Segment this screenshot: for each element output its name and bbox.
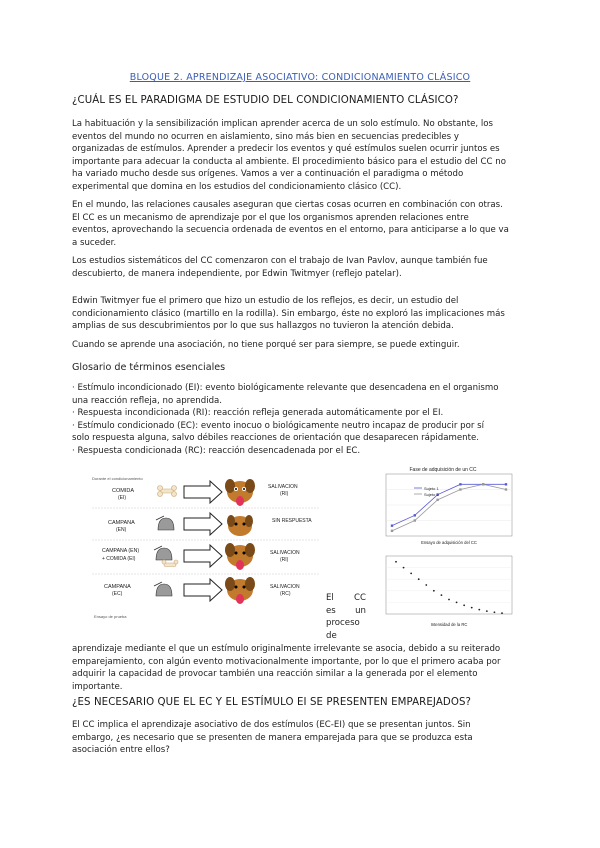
pavlov-diagram xyxy=(90,472,322,622)
word: CC xyxy=(353,593,366,603)
data-point xyxy=(414,519,416,521)
paragraph-5: Cuando se aprende una asociación, no tiene porqué ser para siempre, se puede extinguir. xyxy=(72,340,460,350)
paragraph-line: Los estudios sistemáticos del CC comenzaron con el trabajo de Ivan Pavlov, aunque también fue xyxy=(72,256,488,266)
paragraph-line: En el mundo, las relaciones causales aseguran que ciertas cosas ocurren en combinación con otras. xyxy=(72,200,503,210)
data-point xyxy=(459,488,461,490)
row-response-label: SALIVACION xyxy=(268,484,298,490)
data-point xyxy=(425,584,427,586)
paragraph-1 xyxy=(72,118,528,194)
row-response-label: SIN RESPUESTA xyxy=(272,518,312,524)
text-line: de xyxy=(326,630,337,641)
diagram-row xyxy=(102,543,300,570)
data-point xyxy=(441,594,443,596)
paragraph-2 xyxy=(72,199,528,249)
data-point xyxy=(433,590,435,592)
data-point xyxy=(456,602,458,604)
glossary-line: una reacción refleja, no aprendida. xyxy=(72,395,223,406)
wrapped-text-column xyxy=(326,592,366,642)
paragraph-7 xyxy=(72,719,528,757)
diagram-row xyxy=(108,513,312,536)
paragraph-line: organizadas de estímulos. Aprender a predecir los eventos y qué estímulos suelen ocurrir juntos es xyxy=(72,144,500,155)
row-stimulus-label: CAMPANA xyxy=(104,584,131,590)
paragraph-line: La habituación y la sensibilización implican aprender acerca de un solo estímulo. No obstante, los xyxy=(72,119,493,129)
row-stimulus-code: (EN) xyxy=(116,527,127,533)
data-point xyxy=(391,530,393,532)
glossary-line: solo respuesta alguna, salvo débiles reacciones de orientación que desaparecen rápidamente. xyxy=(72,433,479,444)
extinction-chart xyxy=(368,552,518,630)
heading-pairing: ¿ES NECESARIO QUE EL EC Y EL ESTÍMULO EI SE PRESENTEN EMPAREJADOS? xyxy=(72,697,472,708)
paragraph-line: experimental que domina en los estudios del condicionamiento clásico (CC). xyxy=(72,181,402,192)
figure-top-note: Durante el condicionamiento xyxy=(92,476,143,481)
bone-icon xyxy=(158,486,177,497)
data-point xyxy=(463,604,465,606)
document-title: BLOQUE 2. APRENDIZAJE ASOCIATIVO: CONDICIONAMIENTO CLÁSICO xyxy=(129,72,471,83)
plot-area xyxy=(386,556,512,614)
paragraph-line: eventos del mundo no ocurren en aislamiento, sino más bien en secuencias predecibles y xyxy=(72,131,459,142)
glossary-line: · Estímulo condicionado (EC): evento inocuo o biológicamente neutro incapaz de producir por sí xyxy=(72,420,484,431)
paragraph-line: El CC es un mecanismo de aprendizaje por el que los organismos aprenden relaciones entre xyxy=(72,212,469,223)
row-response-label: SALIVACION xyxy=(270,550,300,556)
data-point xyxy=(505,488,507,490)
diagram-row xyxy=(112,479,298,506)
glossary-title: Glosario de términos esenciales xyxy=(72,362,226,373)
glossary-line: · Respuesta condicionada (RC): reacción desencadenada por el EC. xyxy=(72,445,361,456)
data-point xyxy=(418,578,420,580)
paragraph-line: eventos, aprovechando la secuencia ordenada de eventos en el entorno, para anticiparse a lo que va xyxy=(72,225,509,236)
heading-paradigm: ¿CUÁL ES EL PARADIGMA DE ESTUDIO DEL CONDICIONAMIENTO CLÁSICO? xyxy=(72,95,459,106)
dog-salivating-icon xyxy=(225,577,255,604)
row-stimulus-code: (EC) xyxy=(112,591,123,597)
data-point xyxy=(478,609,480,611)
data-point xyxy=(505,483,507,485)
paragraph-line: asociación entre ellos? xyxy=(72,745,170,756)
word: un xyxy=(355,605,366,616)
series-line xyxy=(392,484,506,530)
paragraph-line: embargo, ¿es necesario que se presenten de manera emparejada para que se produzca esta xyxy=(72,732,473,743)
row-stimulus-label: CAMPANA xyxy=(108,520,135,526)
legend-label: Sujeto 2 xyxy=(424,492,439,497)
data-point xyxy=(395,561,397,563)
row-stimulus-label: CAMPANA (EN) xyxy=(102,548,140,554)
chart-legend xyxy=(414,486,439,497)
data-point xyxy=(414,514,416,516)
dog-salivating-icon xyxy=(225,479,255,506)
paragraph-4 xyxy=(72,295,528,333)
text-line xyxy=(326,605,366,618)
arrow-icon xyxy=(184,481,222,503)
row-stimulus-code: + COMIDA (EI) xyxy=(102,556,136,562)
data-point xyxy=(410,573,412,575)
glossary-list xyxy=(72,382,528,458)
row-stimulus-label: COMIDA xyxy=(112,488,134,494)
data-point xyxy=(459,483,461,485)
data-point xyxy=(494,611,496,613)
dog-salivating-icon xyxy=(225,543,255,570)
chart-title: Fase de adquisición de un CC xyxy=(409,467,477,473)
legend-label: Sujeto 1 xyxy=(424,486,439,491)
row-response-label: SALIVACION xyxy=(270,584,300,590)
data-point xyxy=(391,524,393,526)
figure-bottom-note: Ensayo de prueba xyxy=(94,614,127,619)
x-axis-label: Intensidad de la RC xyxy=(430,622,468,627)
data-point xyxy=(403,567,405,569)
paragraph-line: El CC implica el aprendizaje asociativo de dos estímulos (EC-EI) que se presentan juntos. Sin xyxy=(72,720,471,730)
paragraph-line: condicionamiento clásico (martillo en la rodilla). Sin embargo, éste no exploró las implicaciones más xyxy=(72,308,505,319)
paragraph-line: importante para adecuar la conducta al ambiente. El procedimiento básico para el estudio del CC no xyxy=(72,156,506,167)
row-stimulus-code: (EI) xyxy=(118,495,127,501)
row-response-code: (RI) xyxy=(280,557,289,563)
paragraph-line: ha variado mucho desde sus orígenes. Vamos a ver a continuación el paradigma o método xyxy=(72,169,464,180)
paragraph-line: amplias de sus descubrimientos por lo que sus hallazgos no tuvieron la atención debida. xyxy=(72,321,454,332)
paragraph-line: emparejamiento, con algún evento motivacionalmente importante, por lo que el primero acaba por xyxy=(72,656,501,667)
x-axis-label: Ensayo de adquisición del CC xyxy=(421,540,477,545)
row-response-code: (RC) xyxy=(280,591,291,597)
glossary-line: · Estímulo incondicionado (EI): evento biológicamente relevante que desencadena en el organismo xyxy=(72,383,499,393)
paragraph-line: adquirir la capacidad de provocar también una reacción similar a la generada por el elemento xyxy=(72,669,478,680)
acquisition-chart xyxy=(368,464,518,549)
data-point xyxy=(471,607,473,609)
dog-neutral-icon xyxy=(227,515,253,536)
paragraph-line: Edwin Twitmyer fue el primero que hizo un estudio de los reflejos, es decir, un estudio del xyxy=(72,296,459,306)
word: El xyxy=(326,593,334,603)
paragraph-line: descubierto, de manera independiente, por Edwin Twitmyer (reflejo patelar). xyxy=(72,268,402,279)
data-point xyxy=(448,599,450,601)
paragraph-3 xyxy=(72,255,528,280)
paragraph-6 xyxy=(72,643,528,693)
bone-icon xyxy=(162,560,178,567)
arrow-icon xyxy=(184,513,222,535)
diagram-row xyxy=(104,577,300,604)
paragraph-line: aprendizaje mediante el que un estímulo originalmente irrelevante se asocia, debido a su reiterado xyxy=(72,644,501,654)
data-point xyxy=(482,483,484,485)
data-point xyxy=(501,612,503,614)
arrow-icon xyxy=(184,579,222,601)
data-point xyxy=(486,610,488,612)
data-point xyxy=(436,499,438,501)
bell-icon xyxy=(154,582,172,596)
row-response-code: (RI) xyxy=(280,491,289,497)
arrow-icon xyxy=(184,545,222,567)
text-line: proceso xyxy=(326,618,360,629)
text-line xyxy=(326,592,366,605)
bell-icon xyxy=(156,516,174,530)
word: es xyxy=(326,605,336,616)
glossary-line: · Respuesta incondicionada (RI): reacción refleja generada automáticamente por el EI. xyxy=(72,408,444,419)
paragraph-line: a suceder. xyxy=(72,237,117,248)
bell-icon xyxy=(154,546,172,560)
paragraph-line: importante. xyxy=(72,681,123,692)
